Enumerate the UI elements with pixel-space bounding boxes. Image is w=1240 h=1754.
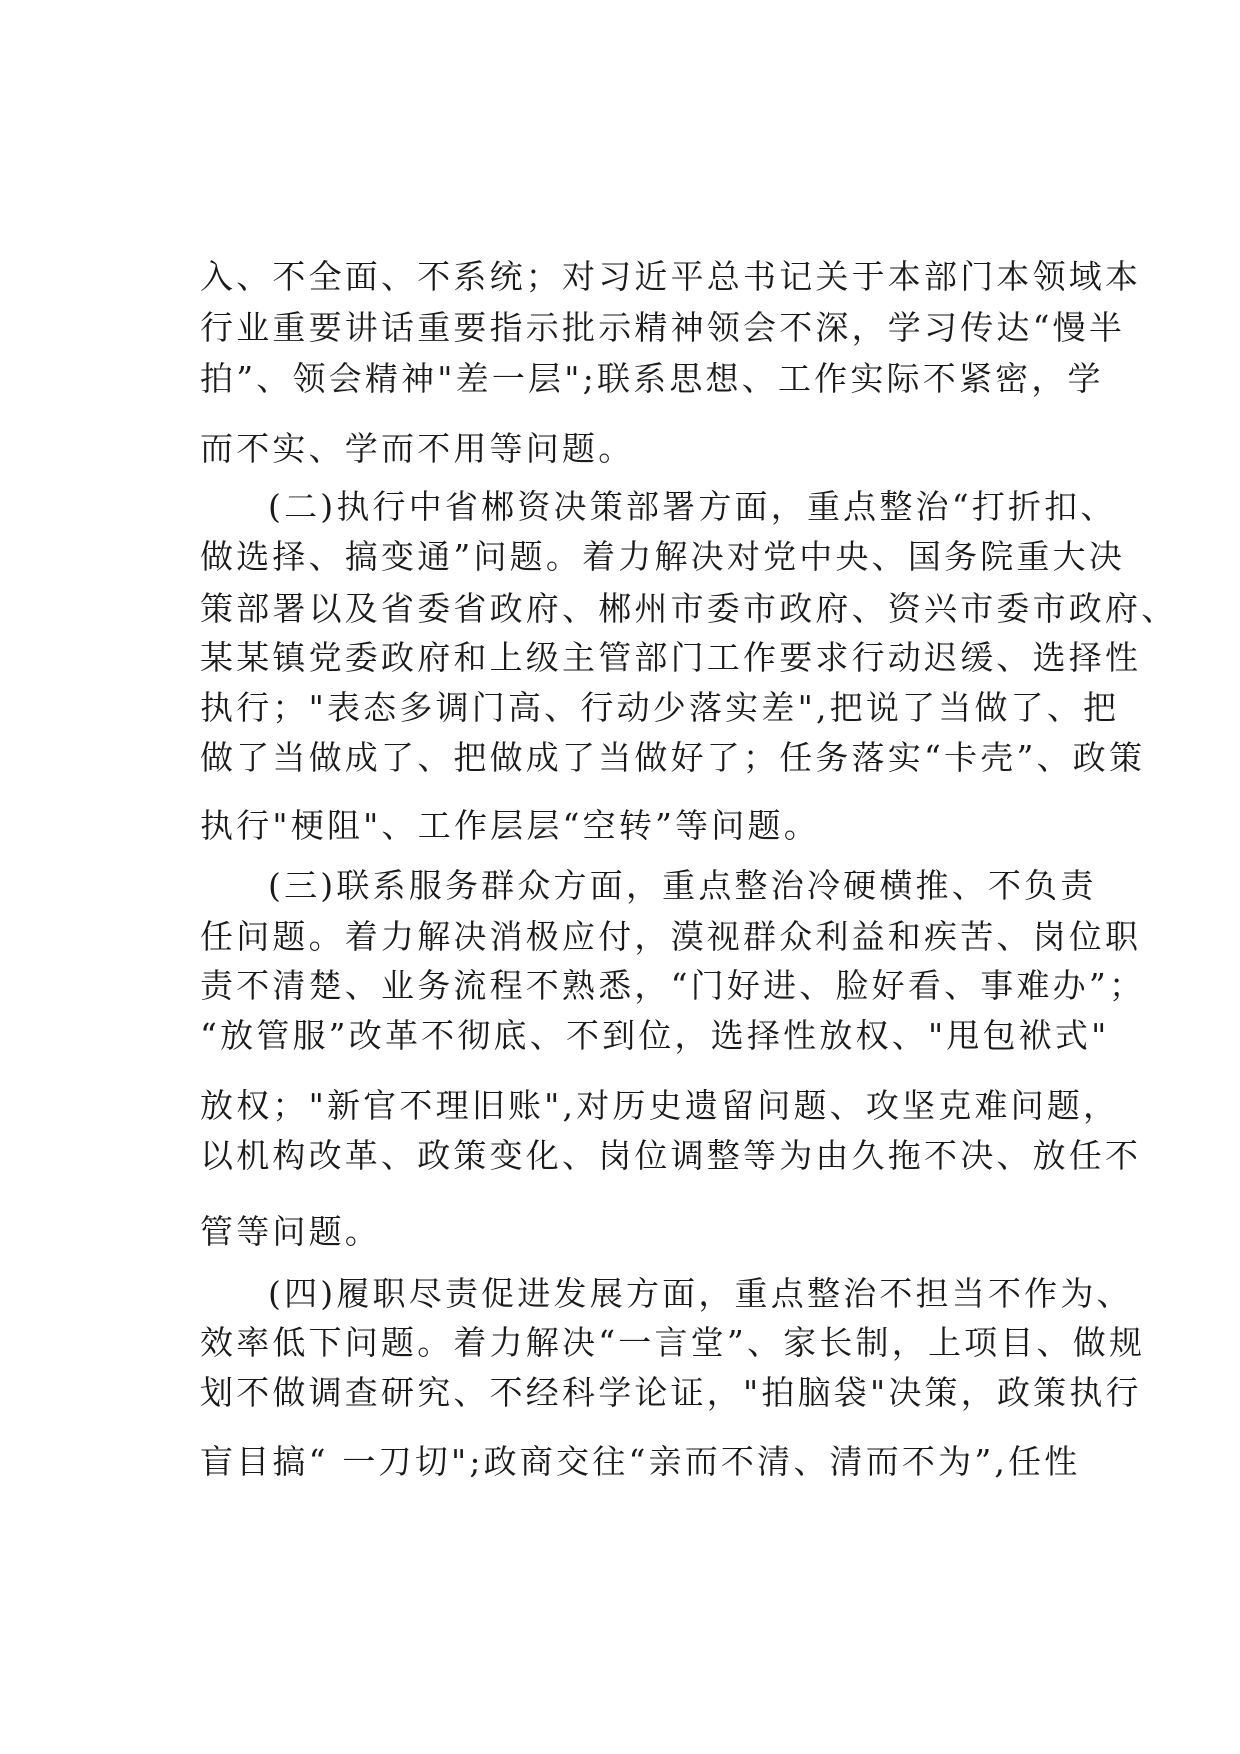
text-line: 以机构改革、政策变化、岗位调整等为由久拖不决、放任不 (200, 1136, 1142, 1175)
text-line: 而不实、学而不用等问题。 (200, 429, 635, 468)
text-line: 入、不全面、不系统；对习近平总书记关于本部门本领域本 (200, 257, 1142, 296)
text-line: 执行；"表态多调门高、行动少落实差",把说了当做了、把 (200, 688, 1120, 727)
text-line: 做选择、搞变通”问题。着力解决对党中央、国务院重大决 (200, 537, 1126, 576)
text-line: 盲目搞“ 一刀切";政商交往“亲而不清、清而不为”,任性 (200, 1442, 1081, 1481)
text-line: 效率低下问题。着力解决“一言堂”、家长制，上项目、做规 (200, 1323, 1146, 1362)
paragraph-heading-3: (三)联系服务群众方面，重点整治冷硬横推、不负责 (268, 866, 1097, 905)
text-line: 某某镇党委政府和上级主管部门工作要求行动迟缓、选择性 (200, 638, 1142, 677)
text-line: 任问题。着力解决消极应付，漠视群众利益和疾苦、岗位职 (200, 917, 1142, 956)
text-line: 策部署以及省委省政府、郴州市委市政府、资兴市委市政府、 (200, 589, 1178, 628)
text-line: 做了当做成了、把做成了当做好了；任务落实“卡壳”、政策 (200, 738, 1146, 777)
paragraph-heading-2: (二)执行中省郴资决策部署方面，重点整治“打折扣、 (268, 487, 1117, 526)
text-line: 行业重要讲话重要指示批示精神领会不深，学习传达“慢半 (200, 308, 1126, 347)
paragraph-heading-4: (四)履职尽责促进发展方面，重点整治不担当不作为、 (268, 1274, 1133, 1313)
text-line: 划不做调查研究、不经科学论证，"拍脑袋"决策，政策执行 (200, 1373, 1142, 1412)
text-line: 责不清楚、业务流程不熟悉，“门好进、脸好看、事难办”； (200, 966, 1146, 1005)
text-line: 执行"梗阻"、工作层层“空转”等问题。 (200, 806, 820, 845)
text-line: 拍”、领会精神"差一层";联系思想、工作实际不紧密，学 (200, 359, 1104, 398)
text-line: 放权；"新官不理旧账",对历史遗留问题、攻坚克难问题， (200, 1086, 1120, 1125)
text-line: 管等问题。 (200, 1212, 381, 1251)
text-line: “放管服”改革不彻底、不到位，选择性放权、"甩包袱式" (200, 1016, 1110, 1055)
